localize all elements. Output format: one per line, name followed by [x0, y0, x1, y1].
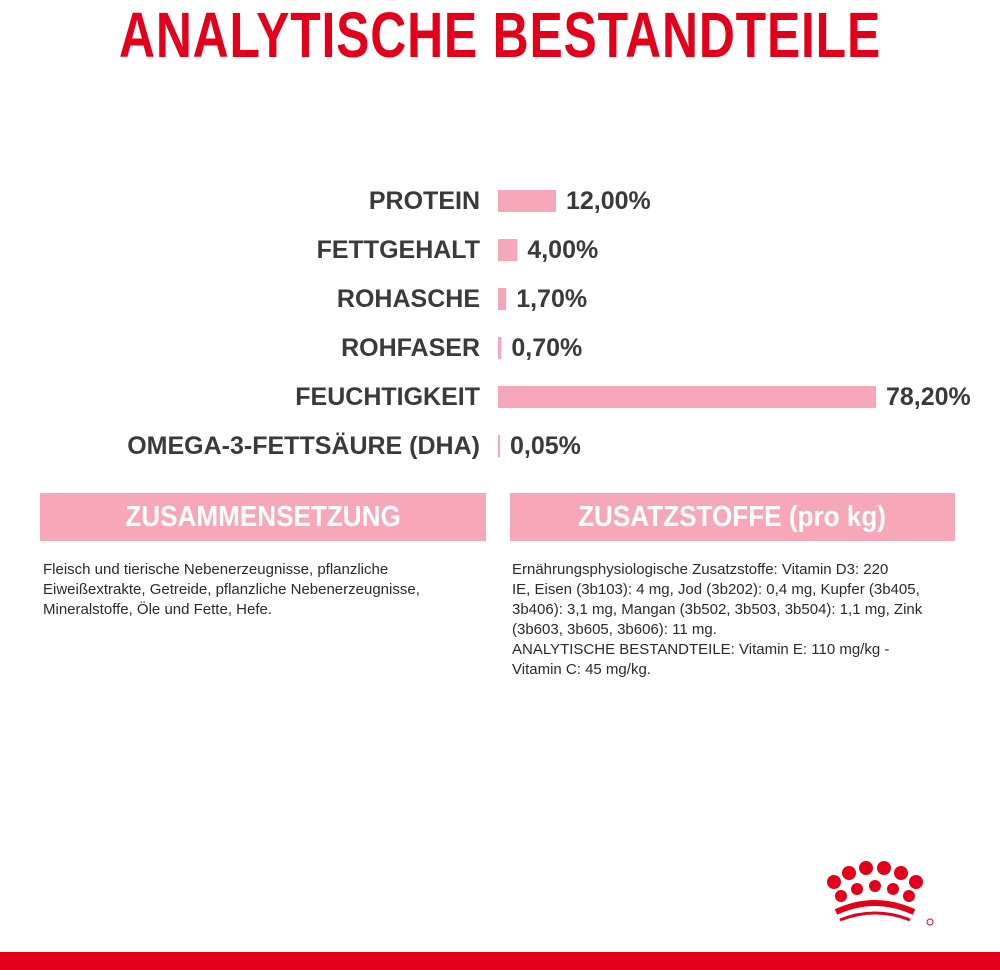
- additives-text: [512, 560, 982, 680]
- nutrient-bar-chart: [0, 170, 1000, 470]
- category-label-rohfaser: ROHFASER: [341, 334, 480, 362]
- composition-header-label: ZUSAMMENSETZUNG: [125, 501, 401, 533]
- category-label-feuchtigkeit: FEUCHTIGKEIT: [295, 383, 480, 411]
- value-label-rohasche: 1,70%: [516, 285, 588, 313]
- value-label-omega-3-fetts-ure-dha: 0,05%: [510, 432, 581, 460]
- value-label-rohfaser: 0,70%: [511, 334, 583, 362]
- additives-header: [510, 493, 955, 541]
- bar-protein: [498, 190, 556, 212]
- additives-line: 3b406): 3,1 mg, Mangan (3b502, 3b503, 3b504): 1,1 mg, Zink: [512, 601, 923, 618]
- page-title: ANALYTISCHE BESTANDTEILE: [118, 0, 882, 71]
- value-label-feuchtigkeit: 78,20%: [886, 383, 971, 411]
- category-label-protein: PROTEIN: [368, 187, 480, 215]
- additives-header-label: ZUSATZSTOFFE (pro kg): [578, 501, 887, 533]
- category-label-omega-3-fetts-ure-dha: OMEGA-3-FETTSÄURE (DHA): [127, 432, 480, 460]
- category-label-fettgehalt: FETTGEHALT: [316, 236, 480, 264]
- category-label-rohasche: ROHASCHE: [336, 285, 480, 313]
- royal-canin-crown-icon: [820, 860, 940, 930]
- composition-header: [40, 493, 486, 541]
- composition-text: [43, 560, 488, 620]
- additives-line: IE, Eisen (3b103): 4 mg, Jod (3b202): 0,4 mg, Kupfer (3b405,: [512, 581, 920, 598]
- bar-omega-3-fetts-ure-dha: [498, 435, 500, 457]
- value-label-protein: 12,00%: [566, 187, 651, 215]
- additives-line: Ernährungsphysiologische Zusatzstoffe: Vitamin D3: 220: [512, 561, 889, 578]
- bar-rohfaser: [498, 337, 501, 359]
- additives-line: ANALYTISCHE BESTANDTEILE: Vitamin E: 110 mg/kg -: [512, 641, 890, 658]
- bar-feuchtigkeit: [498, 386, 876, 408]
- composition-line: Fleisch und tierische Nebenerzeugnisse, pflanzliche: [43, 561, 389, 578]
- additives-line: (3b603, 3b605, 3b606): 11 mg.: [512, 621, 717, 638]
- bar-fettgehalt: [498, 239, 517, 261]
- additives-line: Vitamin C: 45 mg/kg.: [512, 661, 651, 678]
- composition-line: Mineralstoffe, Öle und Fette, Hefe.: [43, 601, 273, 618]
- bar-rohasche: [498, 288, 506, 310]
- bottom-brand-bar: [0, 952, 1000, 970]
- composition-line: Eiweißextrakte, Getreide, pflanzliche Nebenerzeugnisse,: [43, 581, 420, 598]
- value-label-fettgehalt: 4,00%: [527, 236, 599, 264]
